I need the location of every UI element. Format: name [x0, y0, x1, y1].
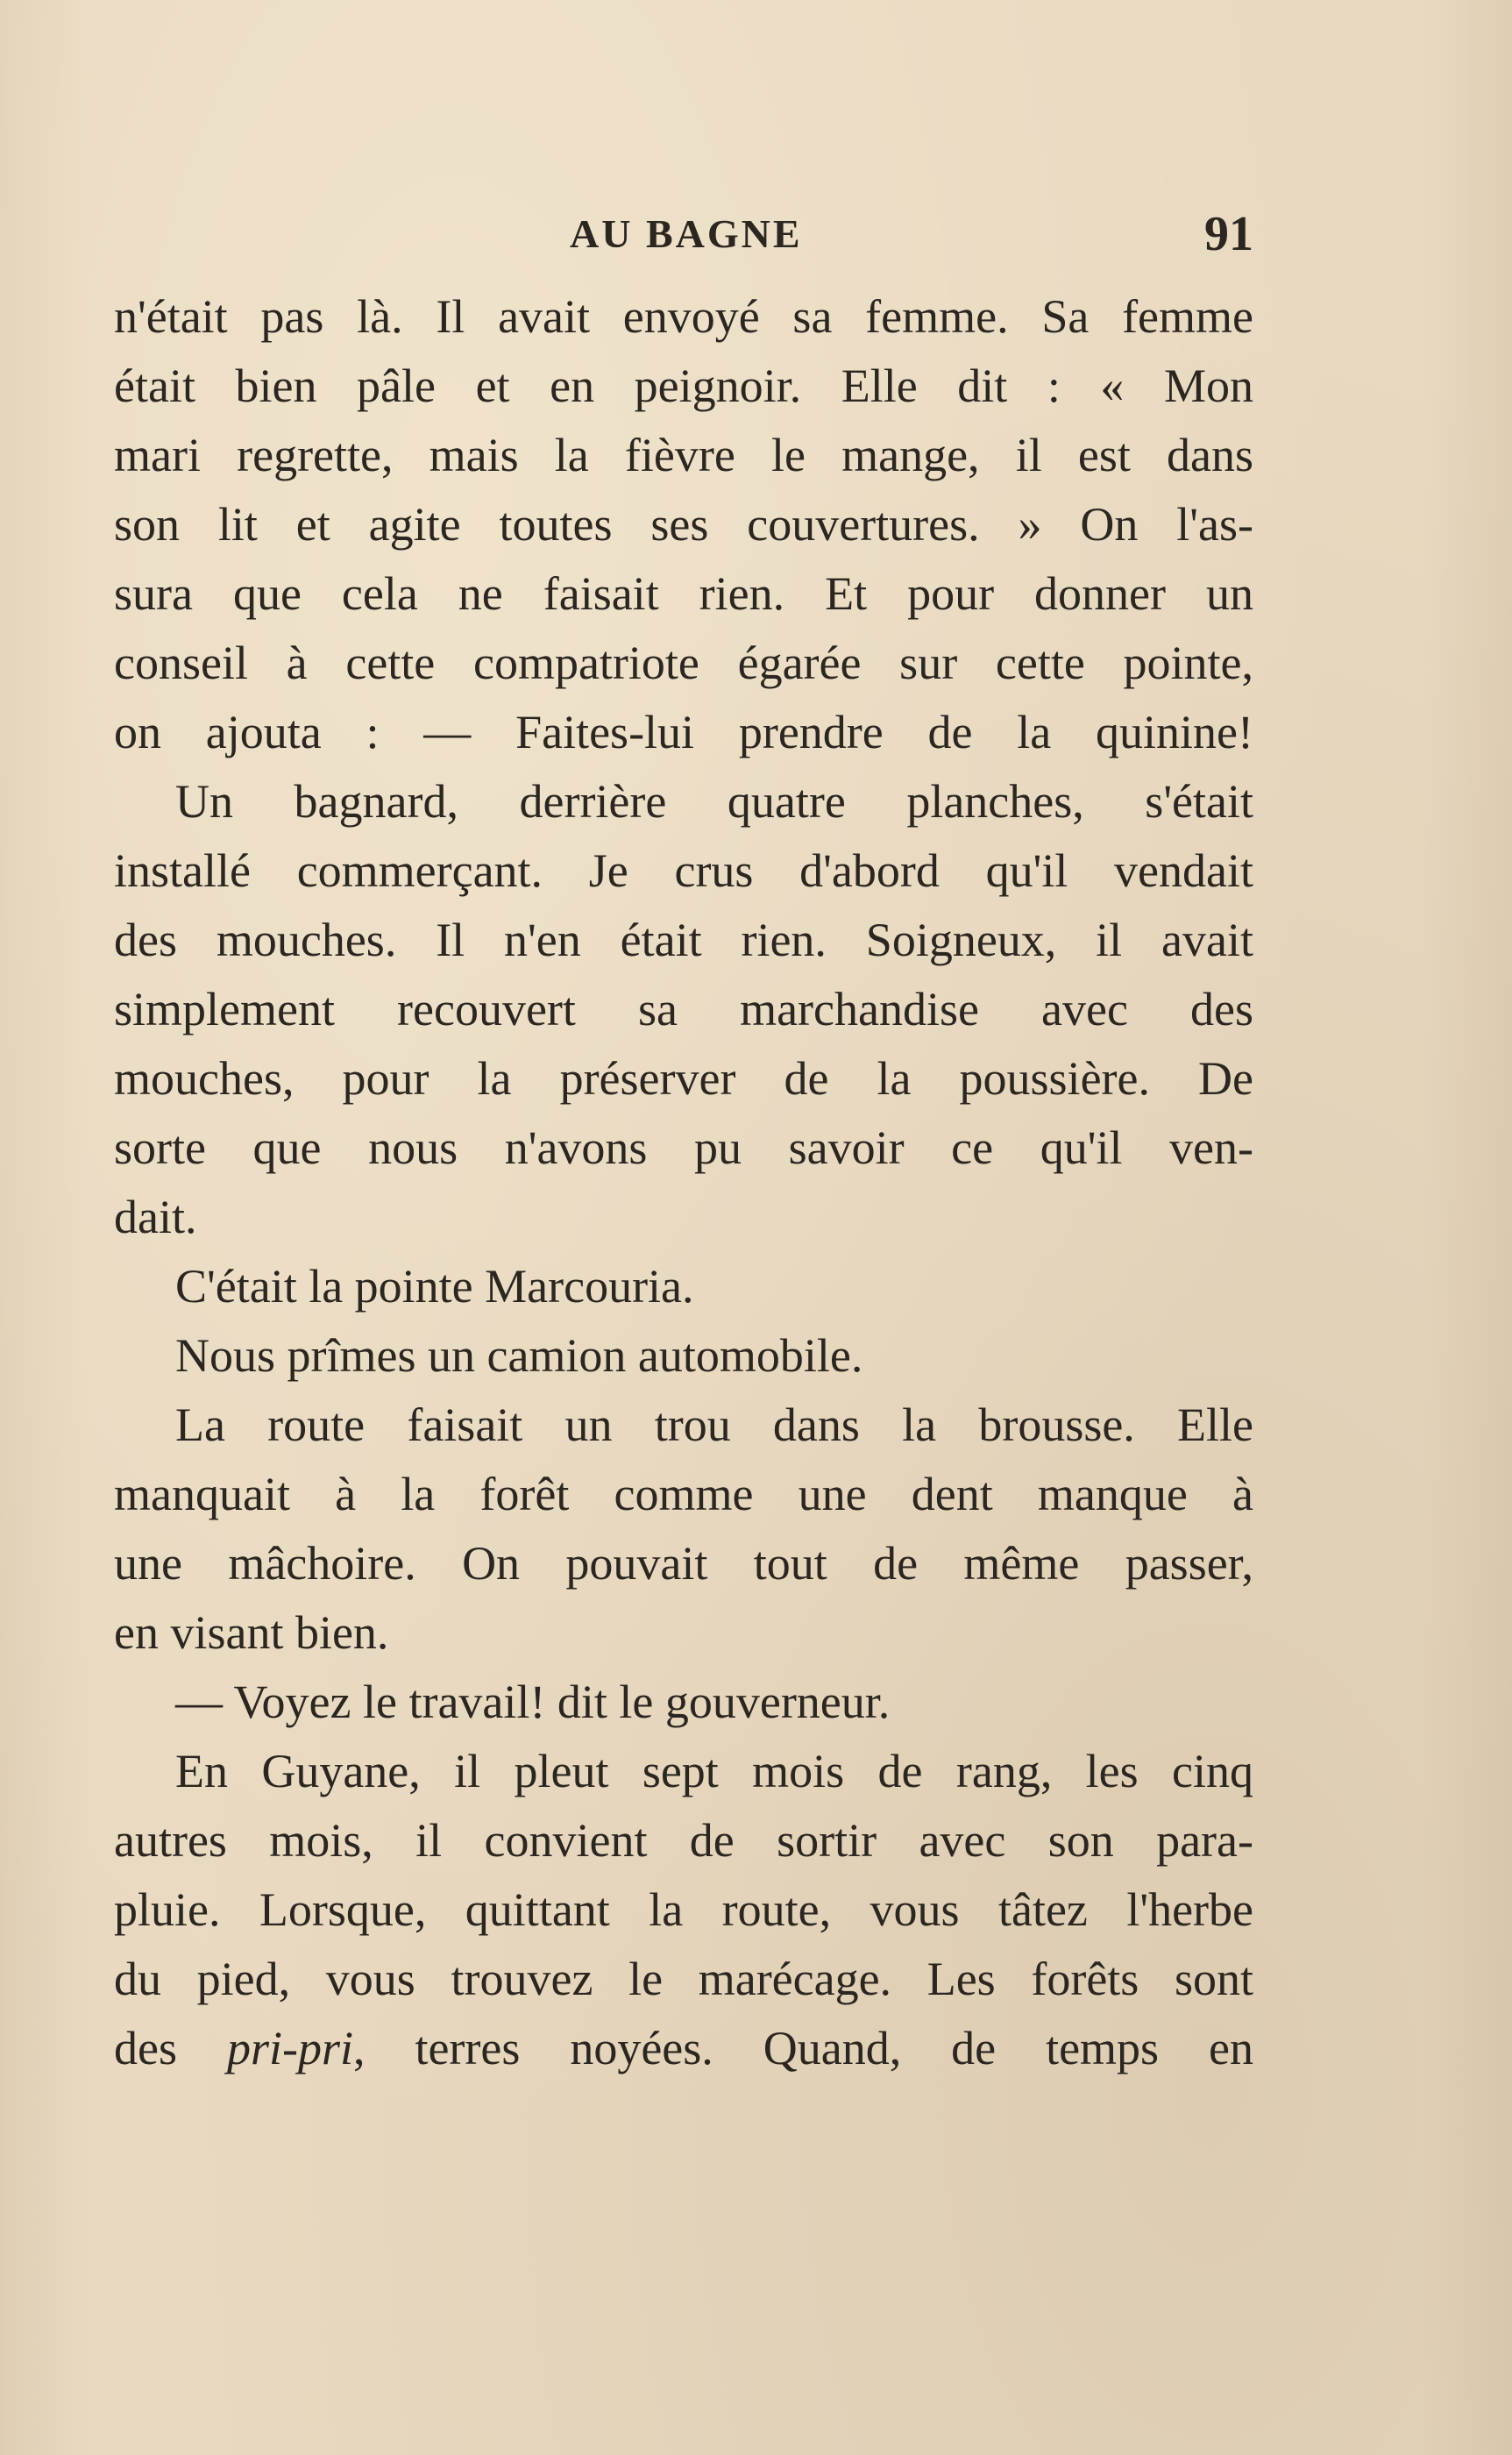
- text-line: du pied, vous trouvez le marécage. Les forêts sont: [114, 1953, 1253, 2005]
- text-line: des mouches. Il n'en était rien. Soigneux, il avait: [114, 914, 1253, 966]
- text-line: sura que cela ne faisait rien. Et pour donner un: [114, 567, 1253, 620]
- text-line: C'était la pointe Marcouria.: [175, 1260, 694, 1313]
- text-line-with-italic: [114, 2014, 1253, 2083]
- text-line: sorte que nous n'avons pu savoir ce qu'il ven-: [114, 1121, 1253, 1174]
- text-line: était bien pâle et en peignoir. Elle dit : « Mon: [114, 359, 1253, 412]
- body-text: [114, 282, 1253, 2083]
- text-line: conseil à cette compatriote égarée sur cette pointe,: [114, 637, 1253, 689]
- page-number: 91: [1204, 207, 1253, 261]
- page-header: [114, 203, 1253, 265]
- text-line: — Voyez le travail! dit le gouverneur.: [175, 1676, 891, 1728]
- text-segment: des: [114, 2022, 227, 2074]
- text-line: en visant bien.: [114, 1606, 389, 1659]
- text-line: on ajouta : — Faites-lui prendre de la quinine!: [114, 706, 1253, 758]
- text-line: pluie. Lorsque, quittant la route, vous tâtez l'herbe: [114, 1883, 1253, 1936]
- text-line: mari regrette, mais la fièvre le mange, il est dans: [114, 429, 1253, 481]
- text-line: autres mois, il convient de sortir avec son para-: [114, 1814, 1253, 1867]
- text-line: La route faisait un trou dans la brousse. Elle: [175, 1398, 1253, 1451]
- text-line: Nous prîmes un camion automobile.: [175, 1329, 863, 1382]
- text-line: n'était pas là. Il avait envoyé sa femme. Sa femme: [114, 290, 1253, 343]
- text-line: dait.: [114, 1191, 197, 1243]
- text-line: une mâchoire. On pouvait tout de même passer,: [114, 1537, 1253, 1590]
- text-line: installé commerçant. Je crus d'abord qu'il vendait: [114, 844, 1253, 897]
- text-line: son lit et agite toutes ses couvertures. » On l'as-: [114, 498, 1253, 551]
- running-title: AU BAGNE: [570, 211, 803, 256]
- text-segment: , terres noyées. Quand, de temps en: [352, 2022, 1254, 2074]
- text-line: Un bagnard, derrière quatre planches, s'était: [175, 775, 1253, 828]
- text-line: simplement recouvert sa marchandise avec des: [114, 983, 1253, 1035]
- italic-term: pri-pri: [226, 2022, 353, 2074]
- text-line: manquait à la forêt comme une dent manque à: [114, 1468, 1253, 1520]
- text-line: En Guyane, il pleut sept mois de rang, les cinq: [175, 1745, 1253, 1797]
- text-line: mouches, pour la préserver de la poussière. De: [114, 1052, 1253, 1105]
